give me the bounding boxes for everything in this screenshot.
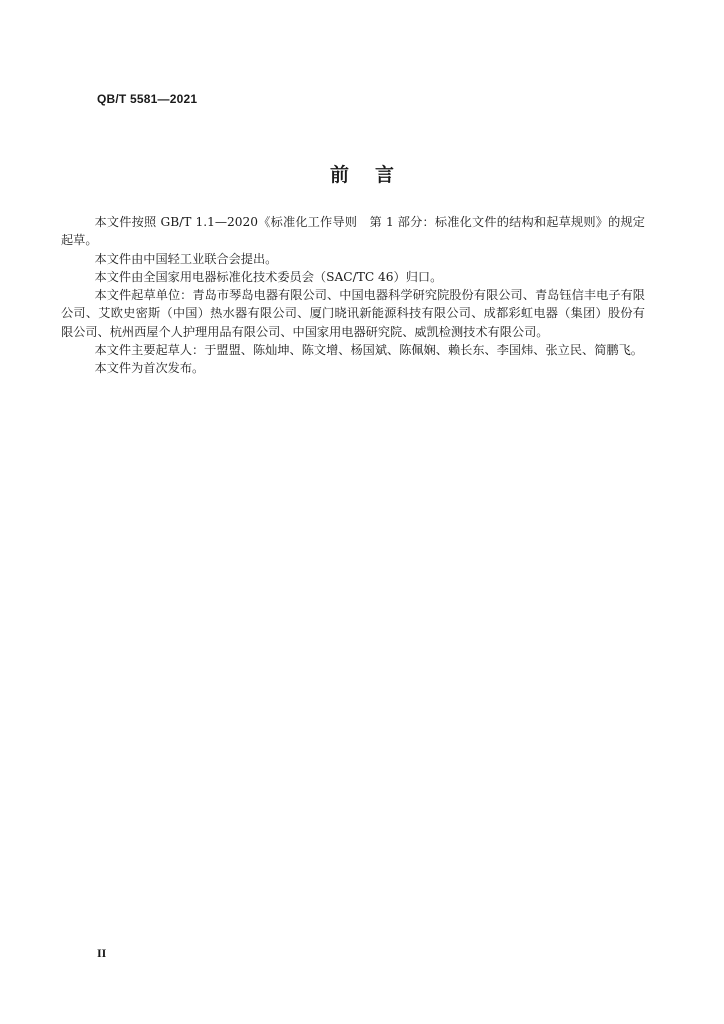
paragraph-drafting-units: 本文件起草单位：青岛市琴岛电器有限公司、中国电器科学研究院股份有限公司、青岛钰信丰电子有限公司、艾欧史密斯（中国）热水器有限公司、厦门晓讯新能源科技有限公司、成都彩虹电器（集团）股份有限公司、杭州西屋个人护理用品有限公司、中国家用电器研究院、威凯检测技术有限公司。 <box>61 288 645 339</box>
foreword-body <box>61 213 645 378</box>
page-number: II <box>97 946 107 960</box>
paragraph-drafting-rules: 本文件按照 GB/T 1.1—2020《标准化工作导则 第 1 部分：标准化文件的结构和起草规则》的规定起草。 <box>61 215 645 248</box>
paragraph-proposer: 本文件由中国轻工业联合会提出。 <box>94 251 278 266</box>
paragraph-committee: 本文件由全国家用电器标准化技术委员会（SAC/TC 46）归口。 <box>94 269 443 284</box>
paragraph-first-release: 本文件为首次发布。 <box>94 361 205 376</box>
paragraph-drafters: 本文件主要起草人：于盟盟、陈灿坤、陈文增、杨国斌、陈佩娴、赖长东、李国炜、张立民、简鹏飞。 <box>94 343 643 358</box>
standard-code: QB/T 5581—2021 <box>97 92 198 106</box>
section-title: 前言 <box>329 164 420 186</box>
